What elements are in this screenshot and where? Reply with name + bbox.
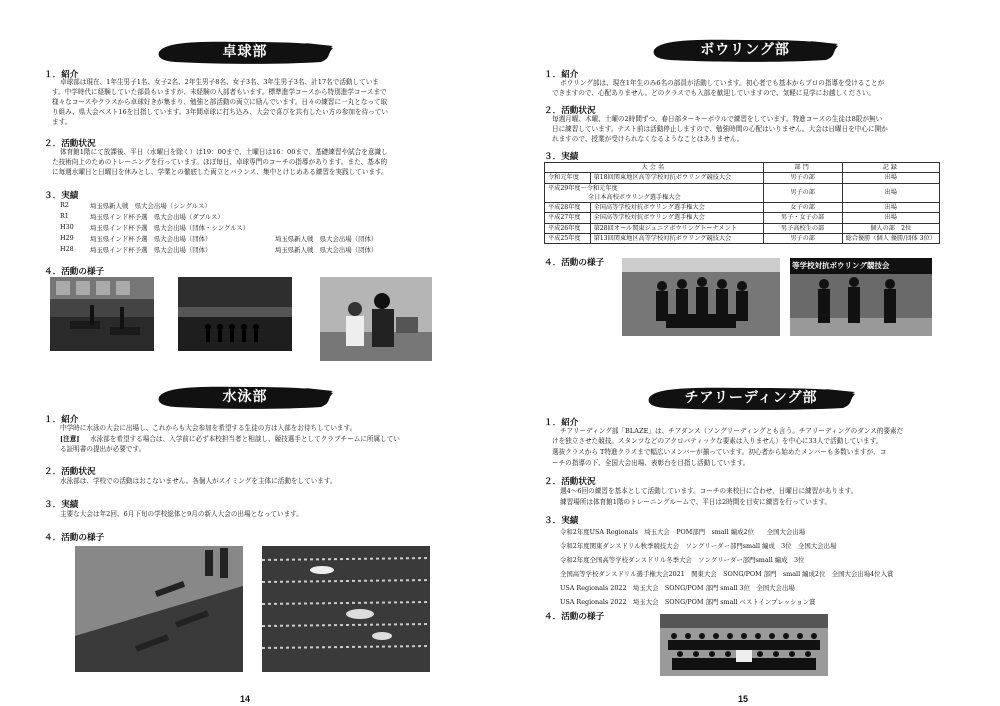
table-tennis-activity-line-3: に毎週水曜日と日曜日を休みとし、学業との徹底した両立とバランス、集中とけじめある練習を実践しています。 (52, 168, 388, 176)
bowling-banner (650, 36, 840, 64)
table-header-result: 記録 (842, 163, 939, 173)
bowling-photo-competition (790, 258, 932, 336)
swimming-intro-heading: １．紹介 (44, 415, 79, 425)
gym-photo-icon (50, 277, 154, 351)
table-cell-event: 第18回関東地区高等学校対抗ボウリング競技大会 (590, 173, 763, 183)
record-year: H28 (60, 245, 74, 253)
bowling-photo-team (622, 258, 780, 336)
table-tennis-activity-line-1: 体育館1階にて放課後、平日（水曜日を除く）は19：00まで、土曜日は16：00まで、基礎練習や試合を意識し (60, 148, 388, 156)
bowling-intro-heading: １．紹介 (544, 70, 579, 80)
table-tennis-title: 卓球部 (222, 44, 268, 60)
bowling-title: ボウリング部 (700, 42, 790, 58)
cheer-activity-heading: ２．活動状況 (544, 477, 596, 487)
table-tennis-intro-heading: １．紹介 (44, 70, 79, 80)
table-header-event: 大会名 (545, 163, 764, 173)
swimming-note-line-2: る証明書の提出が必要です。 (60, 445, 146, 453)
pool-lanes-photo-icon (262, 546, 430, 672)
table-cell-event: 第13回関東地区高等学校対抗ボウリング競技大会 (590, 234, 763, 244)
swimming-activity: 水泳部は、学校での活動はおこないません。各個人がスイミングを主体に活動をしています。 (60, 477, 337, 485)
swimming-activity-heading: ２．活動状況 (44, 467, 96, 477)
table-cell-year: 令和元年度 (545, 173, 591, 183)
record-text: 埼玉県インド杯予選 県大会出場（団体・シングルス） (90, 224, 250, 232)
cheer-team-photo-icon (660, 614, 828, 676)
record-text: 埼玉県インド杯予選 県大会出場（団体） (90, 246, 212, 254)
team-photo-icon (178, 277, 292, 351)
table-cell-division: 男子の部 (763, 234, 842, 244)
record-text: 埼玉県インド杯予選 県大会出場（ダブルス） (90, 213, 224, 221)
cheer-record: 令和2年度全国高等学校ダンスドリル冬季大会 ソングリーダー部門small 編成 3位 (560, 556, 805, 564)
table-tennis-intro-line-2: す。中学時代に経験していた部員もいますが、未経験の入部者もいます。標準進学コースから特別進学コースまで (52, 88, 387, 96)
bowling-intro-line-1: ボウリング部は、現在1年生のみ6名の部員が活動しています。初心者でも基本からプロの指導を受けることが (560, 79, 885, 87)
bowling-activity-line-1: 毎週月曜、木曜、土曜の2時間ずつ、春日部ターキーボウルで練習をしています。特進コースの生徒は8限が無い (552, 115, 883, 123)
table-cell-year-event (545, 183, 764, 202)
record-text: 埼玉県インド杯予選 県大会出場（団体） (90, 235, 212, 243)
cheer-photo-team (660, 614, 828, 676)
poolside-photo-icon (75, 546, 243, 672)
table-tennis-photos-heading: ４．活動の様子 (44, 267, 105, 277)
table-tennis-photo-team (178, 277, 292, 351)
table-tennis-intro-line-3: 様々なコースやクラスから卓球好きが集まり、勉強と部活動の両立に励んでいます。日々の練習に一丸となって取 (52, 98, 388, 106)
bowling-activity-line-2: 日に練習しています。テスト前は活動停止しますので、勉強時間の心配はいりません。大会は日曜日を中心に開か (552, 125, 888, 133)
bowling-activity-line-3: れますので、授業が受けられなくなるようなことはありません。 (552, 135, 744, 143)
table-tennis-intro-line-1: 卓球部は現在、1年生男子1名、女子2名、2年生男子8名、女子3名、3年生男子3名、計17名で活動していま (60, 78, 379, 86)
table-cell-event: 全国高等学校対抗ボウリング選手権大会 (590, 213, 763, 223)
table-cell-result: 個人の部 2位 (842, 223, 939, 233)
swimming-photos-heading: ４．活動の様子 (44, 533, 105, 543)
table-tennis-photo-players (320, 277, 432, 361)
table-cell-result: 出場 (842, 183, 939, 202)
cheer-records-heading: ３．実績 (544, 516, 579, 526)
swimming-title: 水泳部 (222, 389, 268, 405)
right-page-number: 15 (738, 694, 749, 704)
table-cell-event: 第28回オール関東ジュニアボウリングトーナメント (590, 223, 763, 233)
swimming-note-tag: [注意] (60, 435, 80, 443)
cheer-intro-line-4: ーチの指導の下、全国大会出場、表彰台を目指し活動しています。 (552, 459, 750, 467)
bowling-team-photo-icon (622, 258, 780, 336)
table-cell-year: 平成27年度 (545, 213, 591, 223)
cheer-record: USA Regionals 2022 埼玉大会 SONG/POM 部門 small ベストインプレッション賞 (560, 598, 816, 606)
cheer-intro-line-2: けを独立させた競技。スタンツなどのアクロバティックな要素は入りません）を中心に33人で活動しています。 (552, 437, 883, 445)
table-cell-year: 平成28年度 (545, 202, 591, 212)
table-header-division: 部門 (763, 163, 842, 173)
cheer-record: 令和2年度USA Regionals 埼玉大会 POM部門 small 編成2位 全国大会出場 (560, 528, 806, 536)
table-cell-division: 男子の部 (763, 173, 842, 183)
cheer-activity-line-2: 練習場所は体育館1階のトレーニングルームで、平日は2時間を目安に練習を行っています。 (560, 498, 832, 506)
table-row (545, 173, 940, 183)
table-tennis-banner (155, 38, 335, 66)
table-cell-division: 男子の部 (763, 183, 842, 202)
record-year: H29 (60, 234, 74, 242)
bowling-photo-banner-text: 等学校対抗ボウリング競技会 (792, 261, 890, 270)
cheer-title: チアリーディング部 (684, 390, 818, 406)
table-cell-year: 平成26年度 (545, 223, 591, 233)
bowling-activity-heading: ２．活動状況 (544, 106, 596, 116)
bowling-records-table (544, 162, 940, 244)
table-row (545, 183, 940, 202)
table-row (545, 223, 940, 233)
table-tennis-records-heading: ３．実績 (44, 191, 79, 201)
left-page-number: 14 (240, 694, 251, 704)
record-extra: 埼玉県新人戦 県大会出場（団体） (275, 235, 378, 243)
table-header-row (545, 163, 940, 173)
swimming-photo-lanes (262, 546, 430, 672)
right-page (500, 0, 1000, 706)
cheer-record: USA Regionals 2022 埼玉大会 SONG/POM 部門 small 3位 全国大会出場 (560, 584, 795, 592)
table-tennis-intro-line-4: り組み、県大会ベスト16を目指しています。3年間卓球に打ち込み、大会で喜びを共有したい方の参加を待ってい (52, 108, 388, 116)
table-cell-division: 男子・女子の部 (763, 213, 842, 223)
table-cell-division: 男子高校生の部 (763, 223, 842, 233)
swimming-records: 主要な大会は年2回、6月下旬の学校総体と9月の新人大会の出場となっています。 (60, 510, 303, 518)
table-cell-event: 全国高等学校対抗ボウリング選手権大会 (590, 202, 763, 212)
table-cell-division: 女子の部 (763, 202, 842, 212)
table-cell-result: 出場 (842, 213, 939, 223)
table-cell-event: 全日本高校ボウリング選手権大会 (588, 193, 681, 201)
cheer-activity-line-1: 週4～6回の練習を基本として活動しています。コーチの来校日に合わせ、日曜日に練習があります。 (560, 487, 858, 495)
table-tennis-activity-heading: ２．活動状況 (44, 139, 96, 149)
cheer-intro-heading: １．紹介 (544, 418, 579, 428)
table-row (545, 213, 940, 223)
cheer-photos-heading: ４．活動の様子 (544, 612, 605, 622)
record-year: R1 (60, 212, 69, 220)
table-cell-year: 平成29年度～令和元年度 (548, 184, 618, 192)
table-cell-year: 平成25年度 (545, 234, 591, 244)
table-row (545, 202, 940, 212)
bowling-records-heading: ３．実績 (544, 152, 579, 162)
record-year: R2 (60, 201, 69, 209)
table-cell-result: 出場 (842, 173, 939, 183)
bowling-photos-heading: ４．活動の様子 (544, 258, 605, 268)
swimming-records-heading: ３．実績 (44, 500, 79, 510)
table-tennis-intro-line-5: ます。 (52, 118, 72, 126)
cheer-intro-line-3: 選抜クラスから T特進クラスまで幅広いメンバーが揃っています。初心者から始めたメンバーも多数いますが、コ (552, 448, 887, 456)
record-text: 埼玉県新人戦 県大会出場（シングルス） (90, 202, 211, 210)
table-tennis-activity-line-2: た技術向上のためのトレーニングを行っています。ほぼ毎日、卓球専門のコーチの指導があります。また、基本的 (52, 158, 388, 166)
swimming-banner (155, 383, 335, 411)
bowling-intro-line-2: できますので、心配ありません。どのクラスでも入部を歓迎していますので、気軽に見学にお越しください。 (552, 89, 876, 97)
cheer-record: 令和2年度関東ダンスドリル秋季競技大会 ソングリーダー部門small 編成 3位 全国大会出場 (560, 542, 837, 550)
swimming-note-line-1: 水泳部を希望する場合は、入学前に必ず本校担当者と相談し、競技選手としてクラブチームに所属してい (90, 435, 400, 443)
record-year: H30 (60, 223, 74, 231)
players-photo-icon (320, 277, 432, 361)
cheer-intro-line-1: チアリーディング部「BLAZE」は、チアダンス（ソングリーディングとも言う。チアリーディングのダンス的要素だ (560, 427, 904, 435)
swimming-intro: 中学時に水泳の大会に出場し、これからも大会参加を希望する生徒の方は入部をお待ちしています。 (60, 424, 357, 432)
table-tennis-photo-gym (50, 277, 154, 351)
table-row (545, 234, 940, 244)
cheer-record: 全国高等学校ダンスドリル選手権大会2021 関東大会 SONG/POM 部門 small 編成2位 全国大会出場4位入賞 (560, 570, 894, 578)
cheer-banner (645, 384, 857, 412)
swimming-photo-poolside (75, 546, 243, 672)
record-extra: 埼玉県新人戦 県大会出場（団体） (275, 246, 378, 254)
table-cell-result: 総合優勝（個人 優勝/団体 3位） (842, 234, 939, 244)
table-cell-result: 出場 (842, 202, 939, 212)
